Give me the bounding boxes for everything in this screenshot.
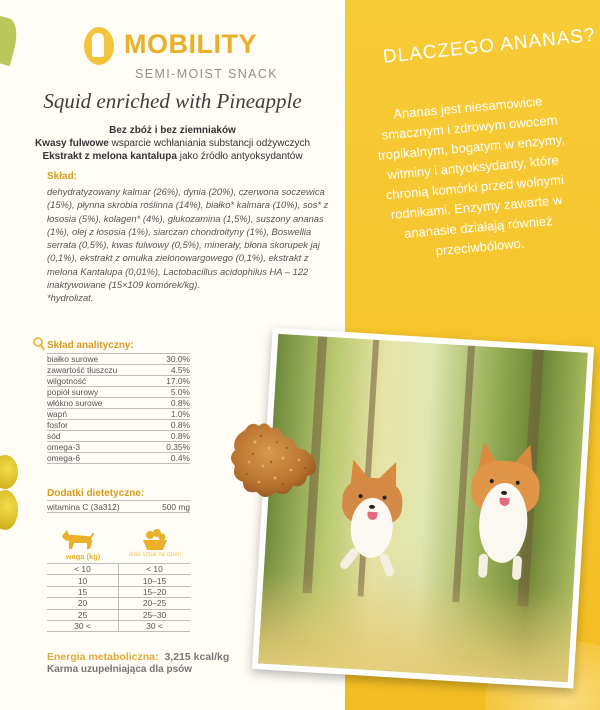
nutrient-name: popiół surowy — [47, 387, 154, 398]
amount-header: ilość sztuk na dzień — [128, 552, 182, 558]
feeding-row — [47, 575, 190, 586]
weight-header: waga (kg) — [65, 552, 101, 561]
nutrient-name: zawartość tłuszczu — [47, 365, 154, 376]
additive-value: 500 mg — [150, 501, 190, 513]
composition-title: Skład: — [47, 171, 78, 182]
nutrient-value: 4.5% — [154, 365, 190, 376]
nutrient-value: 5.0% — [154, 387, 190, 398]
additives-title: Dodatki dietetyczne: — [47, 488, 145, 499]
analysis-row — [47, 376, 190, 387]
brand-logo-icon — [84, 27, 114, 65]
analysis-row — [47, 365, 190, 376]
feeding-row — [47, 609, 190, 620]
analysis-title: Skład analityczny: — [47, 340, 134, 351]
daily-amount: < 10 — [119, 564, 191, 575]
metabolic-energy — [47, 651, 229, 663]
dog-weight: 10 — [47, 575, 119, 586]
nutrient-name: sód — [47, 431, 154, 442]
feeding-row — [47, 620, 190, 631]
nutrient-name: białko surowe — [47, 354, 154, 365]
composition-ingredients: dehydratyzowany kalmar (26%), dynia (20%), czerwona soczewica (15%), płynna skrobia roślinna (14%), białko* kalmara (10%), sos* z łososia (5%), kolagen* (4%), glukozamina (1,5%), suszony ananas (1%), olej z łososia (1%), siarczan chondroityny (1%), Boswellia serrata (0,5%), kwas fulwowy (0,5%), minerały, błona skorupek jaj (0,1%), ekstrakt z omułka zielonowargowego (0,1%), ekstrakt z melona Kantalupa (0,01%), Lactobacillus acidophilus HA – 122 inaktywowane (15×109 komórek/kg). — [47, 186, 329, 291]
dog-weight: 25 — [47, 609, 119, 620]
nutrient-value: 0.8% — [154, 431, 190, 442]
why-pineapple-text: Ananas jest niesamowicie smacznym i zdrowym owocem tropikalnym, bogatym w enzymy, witminy i antyoksydanty, które chronią komórki przed wolnymi rodnikami. Enzymy zawarte w ananasie działają również przeciwbólowo. — [377, 93, 566, 259]
nutrient-name: omega-3 — [47, 442, 154, 453]
nutrient-name: fosfor — [47, 420, 154, 431]
analysis-row — [47, 398, 190, 409]
dog-weight: < 10 — [47, 564, 119, 575]
magnifier-icon — [33, 337, 45, 351]
food-bowl-icon — [141, 528, 169, 552]
dog-leg — [338, 546, 360, 570]
feeding-row — [47, 598, 190, 609]
daily-amount: 30 < — [119, 620, 191, 631]
composition-text — [47, 185, 329, 305]
corgi-left — [334, 458, 411, 582]
composition-note: *hydrolizat. — [47, 292, 94, 304]
brand-name: MOBILITY — [124, 29, 257, 59]
analysis-row — [47, 409, 190, 420]
corgi-photo — [252, 327, 594, 688]
energy-value: 3,215 kcal/kg — [164, 651, 230, 663]
additive-name: witamina C (3a312) — [47, 501, 150, 513]
daily-amount: 25–30 — [119, 609, 191, 620]
additive-row — [47, 501, 190, 513]
claim-grain-free: Bez zbóż i bez ziemniaków — [109, 125, 236, 136]
nutrient-name: włókno surowe — [47, 398, 154, 409]
nutrient-name: omega-6 — [47, 453, 154, 464]
analysis-table — [47, 353, 190, 464]
dog-weight: 15 — [47, 586, 119, 597]
claim-melon-label: Ekstrakt z melona kantalupa — [42, 151, 177, 162]
forest-background — [258, 334, 588, 682]
energy-label: Energia metaboliczna: — [47, 651, 159, 663]
nutrient-value: 0.4% — [154, 453, 190, 464]
dog-leg — [478, 554, 488, 579]
forest-ground — [258, 571, 573, 682]
corgi-right — [460, 441, 548, 586]
additives-table — [47, 500, 190, 513]
dog-weight: 30 < — [47, 620, 119, 631]
feeding-table — [47, 563, 190, 632]
nutrient-value: 17.0% — [154, 376, 190, 387]
snack-treat-image — [225, 418, 321, 504]
claim-melon-text: jako źródło antyoksydantów — [176, 151, 303, 162]
analysis-row — [47, 453, 190, 464]
dog-leg — [512, 556, 522, 581]
product-claims — [0, 124, 345, 163]
analysis-row — [47, 431, 190, 442]
nutrient-value: 30.0% — [154, 354, 190, 365]
feeding-row — [47, 564, 190, 575]
nutrient-value: 0.8% — [154, 420, 190, 431]
analysis-row — [47, 420, 190, 431]
claim-fulvic-label: Kwasy fulwowe — [34, 138, 109, 149]
product-subtitle: SEMI-MOIST SNACK — [135, 67, 279, 81]
dog-weight: 20 — [47, 598, 119, 609]
nutrient-name: wilgotność — [47, 376, 154, 387]
dog-nose — [369, 505, 375, 509]
claim-fulvic-text: wsparcie wchłaniania substancji odżywczych — [108, 138, 311, 149]
dog-icon — [60, 528, 94, 550]
fruit-decoration — [0, 490, 18, 530]
product-name: Squid enriched with Pineapple — [43, 89, 302, 113]
daily-amount: 20–25 — [119, 598, 191, 609]
dog-leg — [378, 552, 395, 578]
analysis-row — [47, 354, 190, 365]
daily-amount: 10–15 — [119, 575, 191, 586]
leaf-decoration — [0, 16, 22, 66]
nutrient-name: wapń — [47, 409, 154, 420]
analysis-row — [47, 387, 190, 398]
daily-amount: 15–20 — [119, 586, 191, 597]
why-pineapple-title: DLACZEGO ANANAS? — [382, 24, 597, 68]
nutrient-value: 0.35% — [154, 442, 190, 453]
nutrient-value: 0.8% — [154, 398, 190, 409]
fruit-decoration — [0, 455, 18, 489]
complementary-feed-note: Karma uzupełniająca dla psów — [47, 664, 193, 675]
nutrient-value: 1.0% — [154, 409, 190, 420]
analysis-row — [47, 442, 190, 453]
feeding-row — [47, 586, 190, 597]
